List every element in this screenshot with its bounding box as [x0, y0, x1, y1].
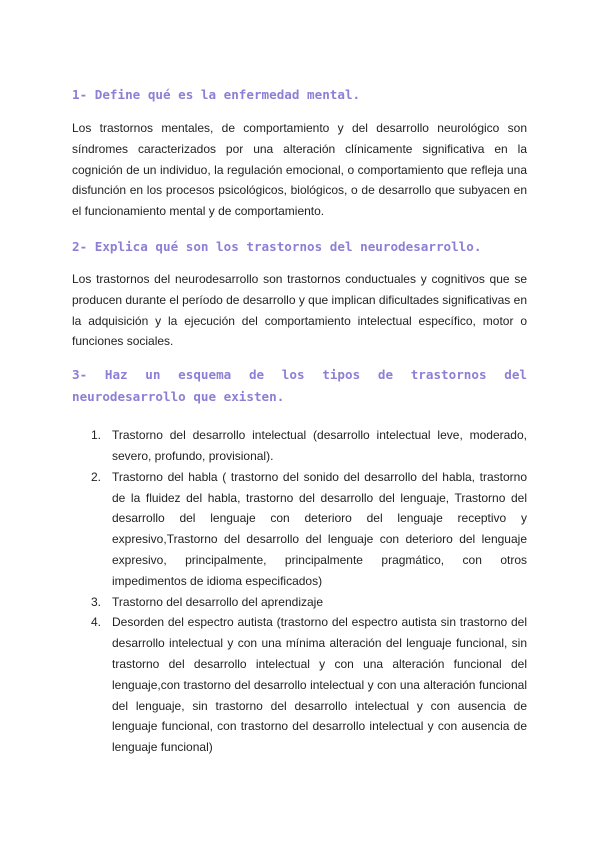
- list-item-number: 4.: [91, 615, 102, 630]
- list-item-text: Trastorno del desarrollo intelectual (desarrollo intelectual leve, moderado, severo, profundo, provisional).: [112, 428, 527, 463]
- list-item: [72, 612, 527, 758]
- list-item: [72, 467, 527, 592]
- list-item-text: Desorden del espectro autista (trastorno del espectro autista sin trastorno del desarrollo intelectual y con una mínima alteración del lenguaje funcional, sin trastorno del desarrollo intelectual y con una alteración funcional del lenguaje,con trastorno del desarrollo intelectual y con una alteración funcional del lenguaje, sin trastorno del desarrollo intelectual y con ausencia de lenguaje funcional, con trastorno del desarrollo intelectual y con ausencia de lenguaje funcional): [112, 615, 527, 755]
- list-item: [72, 592, 527, 613]
- document-content: [72, 84, 527, 758]
- question-3-heading: 3- Haz un esquema de los tipos de trastornos del neurodesarrollo que existen.: [72, 367, 527, 405]
- question-1-heading: 1- Define qué es la enfermedad mental.: [72, 87, 361, 102]
- list-item: [72, 425, 527, 467]
- list-item-number: 1.: [91, 428, 102, 443]
- question-2-heading: 2- Explica qué son los trastornos del neurodesarrollo.: [72, 238, 482, 254]
- list-item-text: Trastorno del desarrollo del aprendizaje: [112, 594, 324, 609]
- list-item-number: 2.: [91, 469, 102, 484]
- list-item-text: Trastorno del habla ( trastorno del sonido del desarrollo del habla, trastorno de la fluidez del habla, trastorno del desarrollo del lenguaje, Trastorno del desarrollo del lenguaje con deterioro del lenguaje receptivo y expresivo,Trastorno del desarrollo del lenguaje con deterioro del lenguaje expresivo, principalmente, principalmente pragmático, con otros impedimentos de idioma especificados): [112, 469, 527, 588]
- answer-1-paragraph: Los trastornos mentales, de comportamiento y del desarrollo neurológico son síndromes caracterizados por una alteración clínicamente significativa en la cognición de un individuo, la regulación emocional, o comportamiento que refleja una disfunción en los procesos psicológicos, biológicos, o de desarrollo que subyacen en el funcionamiento mental y de comportamiento.: [72, 121, 527, 219]
- list-item-number: 3.: [91, 594, 102, 609]
- disorder-types-list: [72, 425, 527, 758]
- answer-2-paragraph: Los trastornos del neurodesarrollo son trastornos conductuales y cognitivos que se producen durante el período de desarrollo y que implican dificultades significativas en la adquisición y la ejecución del comportamiento intelectual específico, motor o funciones sociales.: [72, 271, 527, 349]
